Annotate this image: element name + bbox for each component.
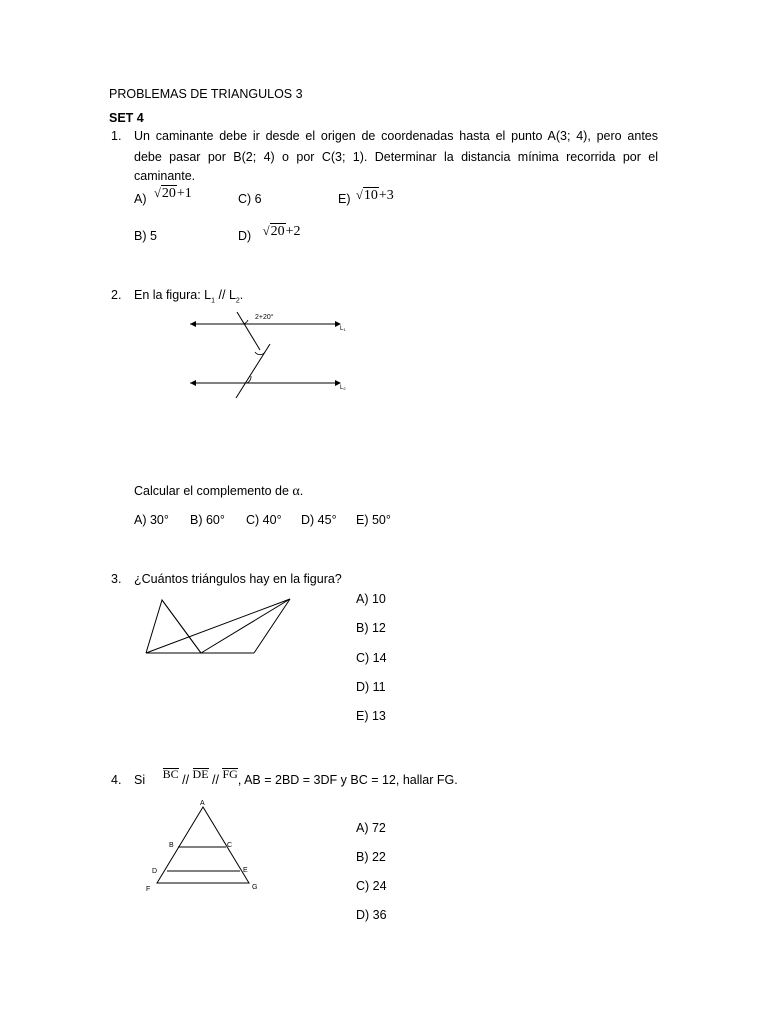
problem-1-option-c: C) 6 bbox=[238, 192, 262, 206]
problem-1-option-e: E) √10+3 bbox=[338, 188, 394, 206]
vertex-d: D bbox=[152, 868, 158, 875]
problem-4-statement: Si BC // DE // FG, AB = 2BD = 3DF y BC = 12, hallar FG. bbox=[134, 767, 458, 787]
problem-3-option-e: E) 13 bbox=[356, 709, 386, 723]
vertex-b: B bbox=[169, 842, 174, 849]
problem-4-option-c: C) 24 bbox=[356, 879, 387, 893]
problem-2-statement: En la figura: $L_1 // L_2$. bbox=[134, 288, 244, 305]
problem-1-option-b: B) 5 bbox=[134, 229, 157, 243]
problem-4-option-a: A) 72 bbox=[356, 821, 386, 835]
problem-3-option-c: C) 14 bbox=[356, 651, 387, 665]
problem-2-option-a: A) 30° bbox=[134, 513, 169, 527]
problem-1-option-d: D) √20+2 bbox=[238, 224, 301, 243]
set-label: SET 4 bbox=[109, 111, 144, 125]
vertex-c: C bbox=[227, 842, 233, 849]
vertex-g: G bbox=[252, 884, 258, 891]
triangles-figure bbox=[140, 595, 300, 665]
problem-4-option-d: D) 36 bbox=[356, 908, 387, 922]
right-edge bbox=[254, 599, 290, 653]
problem-3-question: ¿Cuántos triángulos hay en la figura? bbox=[134, 572, 342, 586]
left-triangle bbox=[146, 600, 201, 653]
page-title: PROBLEMAS DE TRIANGULOS 3 bbox=[109, 87, 303, 101]
sqrt-expression: √20+1 bbox=[153, 186, 192, 201]
problem-4-number: 4. bbox=[111, 773, 122, 787]
problem-2-question: Calcular el complemento de α. bbox=[134, 484, 304, 499]
problem-1-line-1: Un caminante debe ir desde el origen de coordenadas hasta el punto A(3; 4), pero antes bbox=[134, 129, 658, 143]
segment-bc: BC bbox=[162, 767, 179, 781]
problem-4-option-b: B) 22 bbox=[356, 850, 386, 864]
label-l1: L1 bbox=[340, 326, 346, 332]
sqrt-expression: √10+3 bbox=[355, 188, 394, 203]
vertex-e: E bbox=[243, 867, 248, 874]
problem-1-option-a: A) √20+1 bbox=[134, 186, 192, 206]
problem-3-option-b: B) 12 bbox=[356, 621, 386, 635]
vertex-f: F bbox=[146, 886, 151, 893]
problem-3-option-d: D) 11 bbox=[356, 680, 386, 694]
problem-1-number: 1. bbox=[111, 129, 122, 143]
segment-de: DE bbox=[192, 767, 209, 781]
sqrt-expression: √20+2 bbox=[262, 224, 301, 239]
arrow-left-icon bbox=[190, 380, 196, 386]
label-l2: L2 bbox=[340, 385, 346, 391]
problem-1-line-3: caminante. bbox=[134, 169, 196, 183]
problem-2-option-e: E) 50° bbox=[356, 513, 391, 527]
arrow-left-icon bbox=[190, 321, 196, 327]
problem-2-number: 2. bbox=[111, 288, 122, 302]
problem-3-option-a: A) 10 bbox=[356, 592, 386, 606]
vertex-a: A bbox=[200, 800, 205, 807]
triangle-abc-figure bbox=[140, 797, 280, 897]
segment-fg: FG bbox=[222, 767, 238, 781]
problem-2-option-b: B) 60° bbox=[190, 513, 225, 527]
inner-diagonal bbox=[201, 599, 290, 653]
problem-2-option-c: C) 40° bbox=[246, 513, 282, 527]
problem-1-line-2: debe pasar por B(2; 4) o por C(3; 1). Determinar la distancia mínima recorrida por el bbox=[134, 150, 658, 164]
angle-label: 2+20° bbox=[255, 314, 274, 321]
parallel-lines-figure bbox=[185, 308, 385, 408]
problem-3-number: 3. bbox=[111, 572, 122, 586]
problem-2-option-d: D) 45° bbox=[301, 513, 337, 527]
